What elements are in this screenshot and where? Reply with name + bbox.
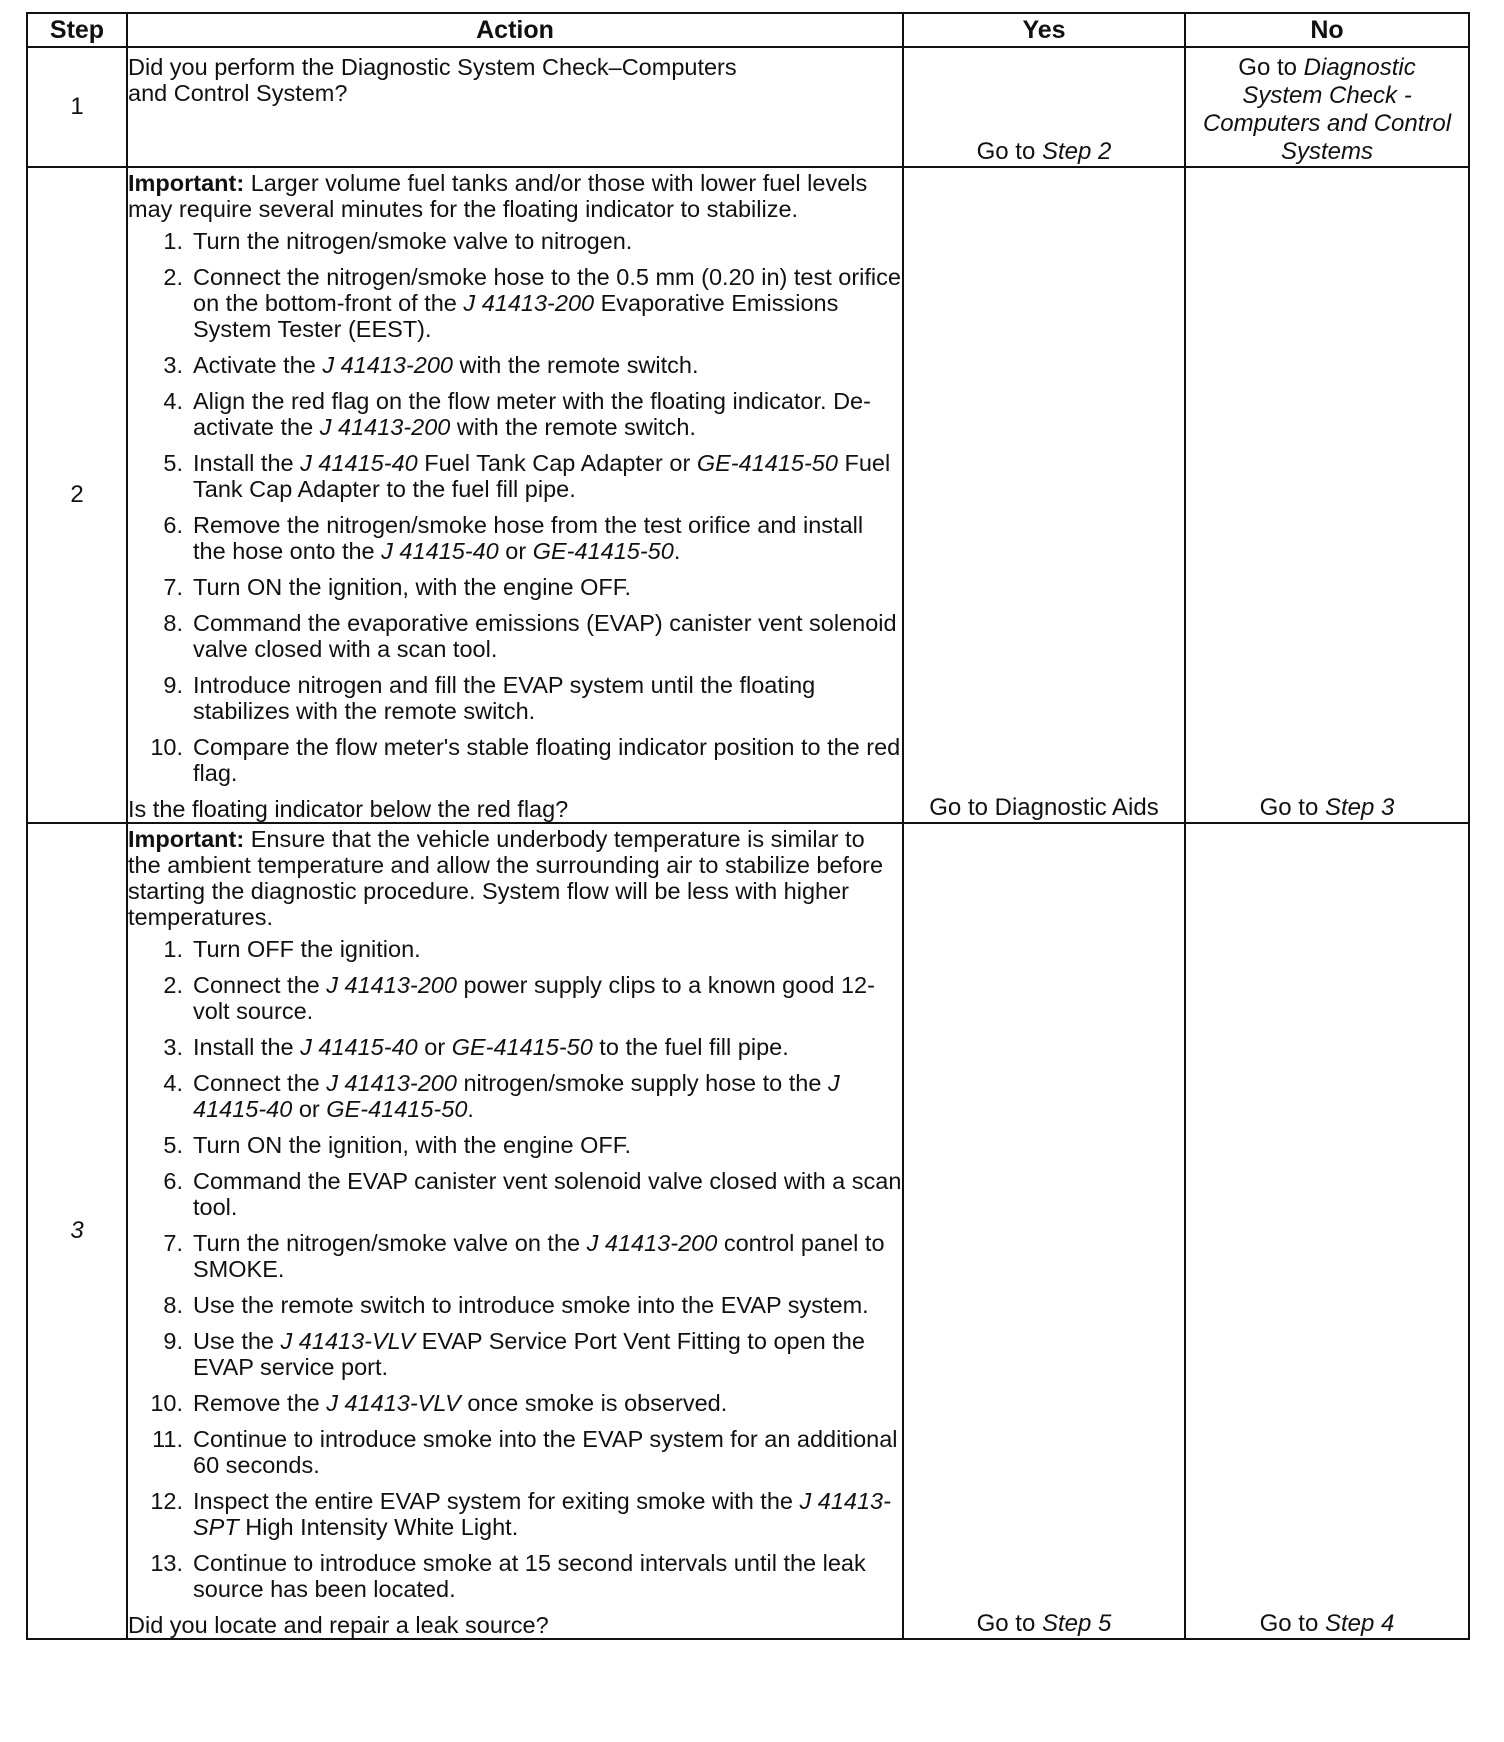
- step-number: [27, 823, 127, 1639]
- text-segment: Align the red flag on the flow meter with the floating indicator. De-activate the: [193, 388, 871, 440]
- item-text: [193, 1426, 902, 1478]
- text-segment: Fuel Tank Cap Adapter or: [417, 450, 697, 476]
- action-cell: [127, 823, 903, 1639]
- list-item: [128, 972, 902, 1024]
- text-segment: Connect the: [193, 1070, 327, 1096]
- tool-reference: J 41415-40: [381, 538, 499, 564]
- list-item: [128, 352, 902, 378]
- step-link[interactable]: Step 2: [1041, 138, 1112, 165]
- text-segment: Turn OFF the ignition.: [193, 936, 421, 962]
- tool-reference: J 41413-VLV: [326, 1390, 461, 1416]
- tool-reference: J 41413-VLV: [280, 1328, 416, 1354]
- item-number: 8.: [163, 610, 183, 636]
- list-item: [128, 388, 902, 440]
- text-segment: Use the: [193, 1328, 281, 1354]
- step-link[interactable]: Step 5: [1041, 1610, 1112, 1637]
- table-row: [27, 167, 1469, 823]
- important-note: [128, 826, 902, 930]
- tool-reference: J 41413-200: [326, 972, 457, 998]
- question-line: and Control System?: [128, 80, 348, 106]
- list-item: [128, 610, 902, 662]
- list-item: [128, 1328, 902, 1380]
- item-text: [193, 1034, 902, 1060]
- item-number: 13.: [150, 1550, 183, 1576]
- item-text: [193, 352, 902, 378]
- yes-prefix: Go to: [976, 138, 1042, 165]
- tool-reference: J 41413-200: [319, 414, 451, 440]
- tool-reference: J 41413-200: [326, 1070, 457, 1096]
- item-number: 7.: [163, 1230, 183, 1256]
- header-no: No: [1185, 13, 1469, 47]
- yes-prefix: Go to: [976, 1610, 1042, 1637]
- item-number: 3.: [163, 1034, 183, 1060]
- tool-reference: J 41415-40: [193, 1070, 840, 1122]
- item-number: 1.: [163, 228, 183, 254]
- table-row: [27, 47, 1469, 167]
- table-header-row: [27, 13, 1469, 47]
- text-segment: .: [467, 1096, 474, 1122]
- question-line: Did you perform the Diagnostic System Check–Computers: [128, 54, 737, 80]
- step-number-text: 3: [70, 1217, 84, 1244]
- item-number: 4.: [163, 1070, 183, 1096]
- item-number: 10.: [150, 734, 183, 760]
- text-segment: Turn the nitrogen/smoke valve to nitrogen.: [193, 228, 633, 254]
- list-item: [128, 1034, 902, 1060]
- text-segment: power supply clips to a known good 12-volt source.: [193, 972, 875, 1024]
- text-segment: once smoke is observed.: [460, 1390, 728, 1416]
- text-segment: Turn the nitrogen/smoke valve on the: [193, 1230, 587, 1256]
- text-segment: Turn ON the ignition, with the engine OFF.: [193, 574, 632, 600]
- item-text: [193, 1390, 902, 1416]
- list-item: [128, 734, 902, 786]
- item-text: [193, 512, 902, 564]
- item-number: 6.: [163, 1168, 183, 1194]
- text-segment: Install the: [193, 1034, 301, 1060]
- item-text: [193, 1292, 902, 1318]
- item-number: 5.: [163, 450, 183, 476]
- text-segment: Inspect the entire EVAP system for exiting smoke with the: [193, 1488, 800, 1514]
- text-segment: Remove the: [193, 1390, 327, 1416]
- item-number: 6.: [163, 512, 183, 538]
- item-text: [193, 936, 902, 962]
- step-link[interactable]: Step 3: [1324, 794, 1395, 821]
- item-number: 2.: [163, 264, 183, 290]
- list-item: [128, 936, 902, 962]
- item-text: [193, 1132, 902, 1158]
- text-segment: Turn ON the ignition, with the engine OFF.: [193, 1132, 632, 1158]
- item-text: [193, 574, 902, 600]
- item-number: 1.: [163, 936, 183, 962]
- procedure-list: [128, 228, 902, 786]
- important-note: [128, 170, 902, 222]
- no-prefix: Go to: [1238, 54, 1304, 81]
- important-label: Important:: [128, 170, 245, 196]
- item-text: [193, 972, 902, 1024]
- action-cell: [127, 47, 903, 167]
- text-segment: EVAP Service Port Vent Fitting to open the EVAP service port.: [193, 1328, 865, 1380]
- text-segment: Use the remote switch to introduce smoke into the EVAP system.: [193, 1292, 869, 1318]
- yes-cell: [903, 47, 1185, 167]
- item-number: 9.: [163, 1328, 183, 1354]
- no-cell: [1185, 823, 1469, 1639]
- header-yes: Yes: [903, 13, 1185, 47]
- list-item: [128, 1230, 902, 1282]
- text-segment: Introduce nitrogen and fill the EVAP system until the floating stabilizes with the remote switch.: [193, 672, 816, 724]
- item-text: [193, 610, 902, 662]
- item-text: [193, 1070, 902, 1122]
- list-item: [128, 1390, 902, 1416]
- no-cell: [1185, 47, 1469, 167]
- item-number: 10.: [150, 1390, 183, 1416]
- text-segment: or: [417, 1034, 452, 1060]
- tool-reference: GE-41415-50: [451, 1034, 593, 1060]
- yes-cell: [903, 167, 1185, 823]
- tool-reference: J 41415-40: [300, 450, 418, 476]
- item-text: [193, 734, 902, 786]
- text-segment: Connect the: [193, 972, 327, 998]
- text-segment: Evaporative Emissions System Tester (EEST).: [193, 290, 839, 342]
- action-cell: [127, 167, 903, 823]
- procedure-list: [128, 936, 902, 1602]
- text-segment: or: [292, 1096, 327, 1122]
- text-segment: to the fuel fill pipe.: [592, 1034, 789, 1060]
- list-item: [128, 1488, 902, 1540]
- item-text: [193, 1488, 902, 1540]
- tool-reference: GE-41415-50: [696, 450, 838, 476]
- tool-reference: J 41413-SPT: [193, 1488, 891, 1540]
- diagnostic-check-link[interactable]: Diagnostic System Check - Computers and Control Systems: [1202, 54, 1452, 165]
- step-number: 2: [27, 167, 127, 823]
- item-text: [193, 1328, 902, 1380]
- yes-cell: [903, 823, 1185, 1639]
- list-item: [128, 1132, 902, 1158]
- item-number: 9.: [163, 672, 183, 698]
- text-segment: or: [498, 538, 533, 564]
- item-number: 7.: [163, 574, 183, 600]
- list-item: [128, 1168, 902, 1220]
- list-item: [128, 574, 902, 600]
- text-segment: Install the: [193, 450, 301, 476]
- text-segment: Remove the nitrogen/smoke hose from the test orifice and install the hose onto the: [193, 512, 864, 564]
- no-cell: [1185, 167, 1469, 823]
- item-text: [193, 264, 902, 342]
- item-number: 11.: [152, 1426, 183, 1452]
- text-segment: Connect the nitrogen/smoke hose to the 0.5 mm (0.20 in) test orifice on the bottom-front of the: [193, 264, 901, 316]
- text-segment: with the remote switch.: [453, 352, 699, 378]
- item-number: 3.: [163, 352, 183, 378]
- diagnostic-table: [26, 12, 1470, 1640]
- tool-reference: GE-41415-50: [326, 1096, 468, 1122]
- text-segment: High Intensity White Light.: [238, 1514, 519, 1540]
- list-item: [128, 1070, 902, 1122]
- important-text: Ensure that the vehicle underbody temperature is similar to the ambient temperature and allow the surrounding air to stabilize before starting the diagnostic procedure. System flow will be less with higher temperatures.: [128, 826, 884, 930]
- list-item: [128, 1292, 902, 1318]
- header-step: Step: [27, 13, 127, 47]
- item-text: [193, 228, 902, 254]
- item-number: 12.: [150, 1488, 183, 1514]
- item-number: 4.: [163, 388, 183, 414]
- list-item: [128, 264, 902, 342]
- table-row: [27, 823, 1469, 1639]
- important-text: Larger volume fuel tanks and/or those with lower fuel levels may require several minutes for the floating indicator to stabilize.: [128, 170, 868, 222]
- important-label: Important:: [128, 826, 245, 852]
- no-prefix: Go to: [1259, 794, 1325, 821]
- text-segment: Continue to introduce smoke into the EVAP system for an additional 60 seconds.: [193, 1426, 898, 1478]
- no-prefix: Go to: [1259, 1610, 1325, 1637]
- question-line: Did you locate and repair a leak source?: [128, 1612, 549, 1638]
- list-item: [128, 450, 902, 502]
- item-text: [193, 1168, 902, 1220]
- header-action: Action: [127, 13, 903, 47]
- text-segment: nitrogen/smoke supply hose to the: [456, 1070, 828, 1096]
- list-item: [128, 512, 902, 564]
- text-segment: Fuel Tank Cap Adapter to the fuel fill pipe.: [193, 450, 891, 502]
- tool-reference: J 41413-200: [322, 352, 453, 378]
- text-segment: Compare the flow meter's stable floating indicator position to the red flag.: [193, 734, 901, 786]
- item-text: [193, 672, 902, 724]
- item-number: 8.: [163, 1292, 183, 1318]
- step-number: 1: [27, 47, 127, 167]
- item-number: 5.: [163, 1132, 183, 1158]
- step-link[interactable]: Step 4: [1324, 1610, 1395, 1637]
- item-text: [193, 1230, 902, 1282]
- question-line: Is the floating indicator below the red flag?: [128, 796, 569, 822]
- list-item: [128, 228, 902, 254]
- tool-reference: J 41415-40: [300, 1034, 418, 1060]
- item-text: [193, 388, 902, 440]
- text-segment: Continue to introduce smoke at 15 second intervals until the leak source has been located.: [193, 1550, 866, 1602]
- item-number: 2.: [163, 972, 183, 998]
- text-segment: with the remote switch.: [450, 414, 696, 440]
- text-segment: Command the evaporative emissions (EVAP) canister vent solenoid valve closed with a scan tool.: [193, 610, 897, 662]
- diagnostic-aids-link[interactable]: Go to Diagnostic Aids: [929, 794, 1159, 821]
- tool-reference: J 41413-200: [463, 290, 595, 316]
- tool-reference: J 41413-200: [586, 1230, 718, 1256]
- item-text: [193, 1550, 902, 1602]
- tool-reference: GE-41415-50: [532, 538, 674, 564]
- list-item: [128, 672, 902, 724]
- list-item: [128, 1550, 902, 1602]
- text-segment: control panel to SMOKE.: [193, 1230, 885, 1282]
- item-text: [193, 450, 902, 502]
- text-segment: Command the EVAP canister vent solenoid valve closed with a scan tool.: [193, 1168, 902, 1220]
- text-segment: Activate the: [193, 352, 323, 378]
- text-segment: .: [673, 538, 681, 564]
- list-item: [128, 1426, 902, 1478]
